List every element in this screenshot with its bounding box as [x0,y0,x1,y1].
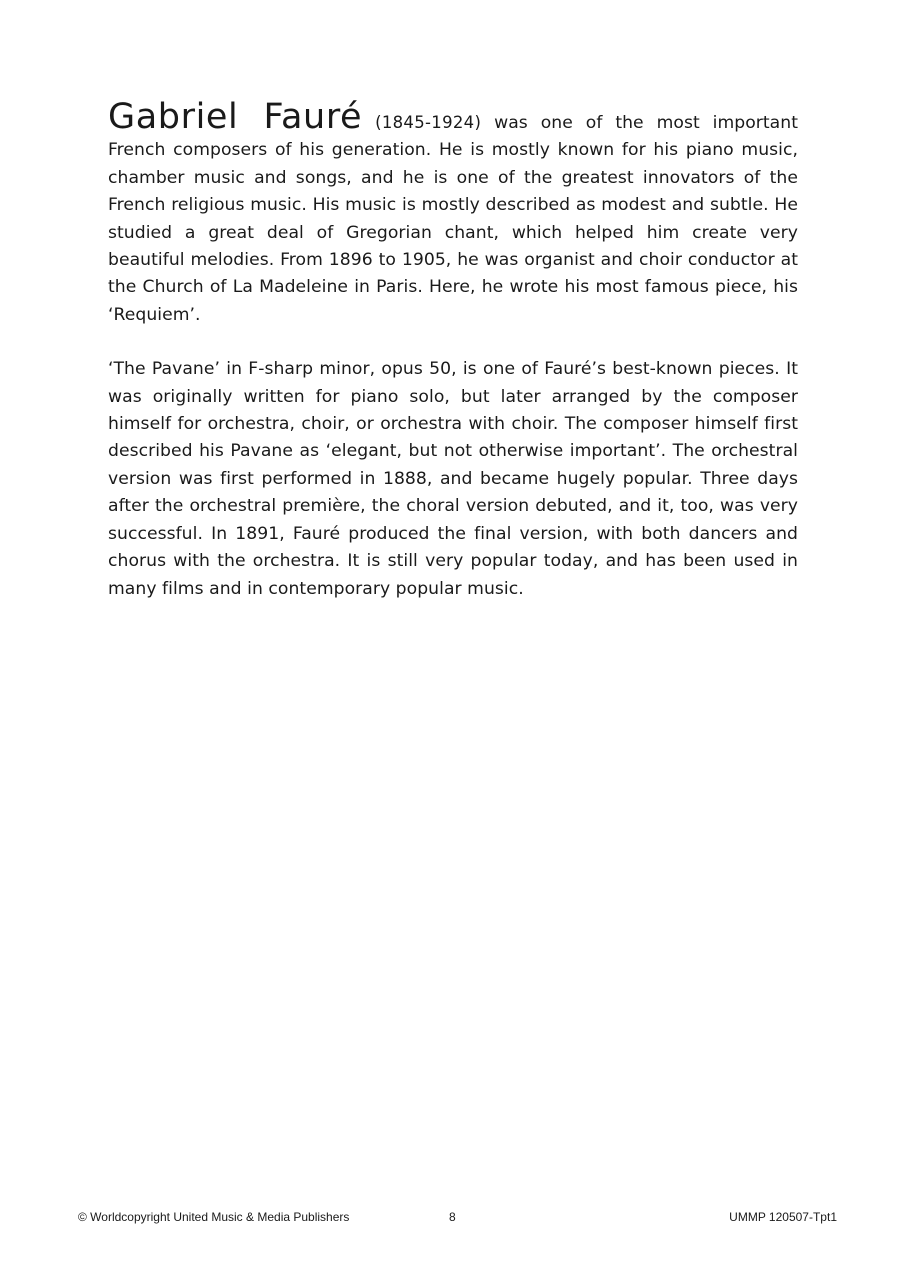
copyright-notice: © Worldcopyright United Music & Media Publishers [78,1210,350,1224]
catalog-number: UMMP 120507-Tpt1 [729,1210,837,1224]
pavane-paragraph: ‘The Pavane’ in F-sharp minor, opus 50, is one of Fauré’s best-known pieces. It was originally written for piano solo, but later arranged by the composer himself for orchestra, choir, or orchestra with choir. The composer himself first described his Pavane as ‘elegant, but not otherwise important’. The orchestral version was first performed in 1888, and became hugely popular. Three days after the orchestral première, the choral version debuted, and it, too, was very successful. In 1891, Fauré produced the final version, with both dancers and chorus with the orchestra. It is still very popular today, and has been used in many films and in contemporary popular music. [108,359,798,599]
page-number: 8 [449,1210,456,1224]
composer-lifespan: (1845-1924) [375,113,482,132]
intro-text: was one of the most important French composers of his generation. He is mostly known for his piano music, chamber music and songs, and he is one of the greatest innovators of the French religious music. His music is mostly described as modest and subtle. He studied a great deal of Gregorian chant, which helped him create very beautiful melodies. From 1896 to 1905, he was organist and choir conductor at the Church of La Madeleine in Paris. Here, he wrote his most famous piece, his ‘Requiem’. [108,113,798,325]
composer-name: Gabriel Fauré [108,97,363,137]
document-body [108,97,798,603]
intro-paragraph [108,97,798,329]
page-footer [78,1209,837,1225]
